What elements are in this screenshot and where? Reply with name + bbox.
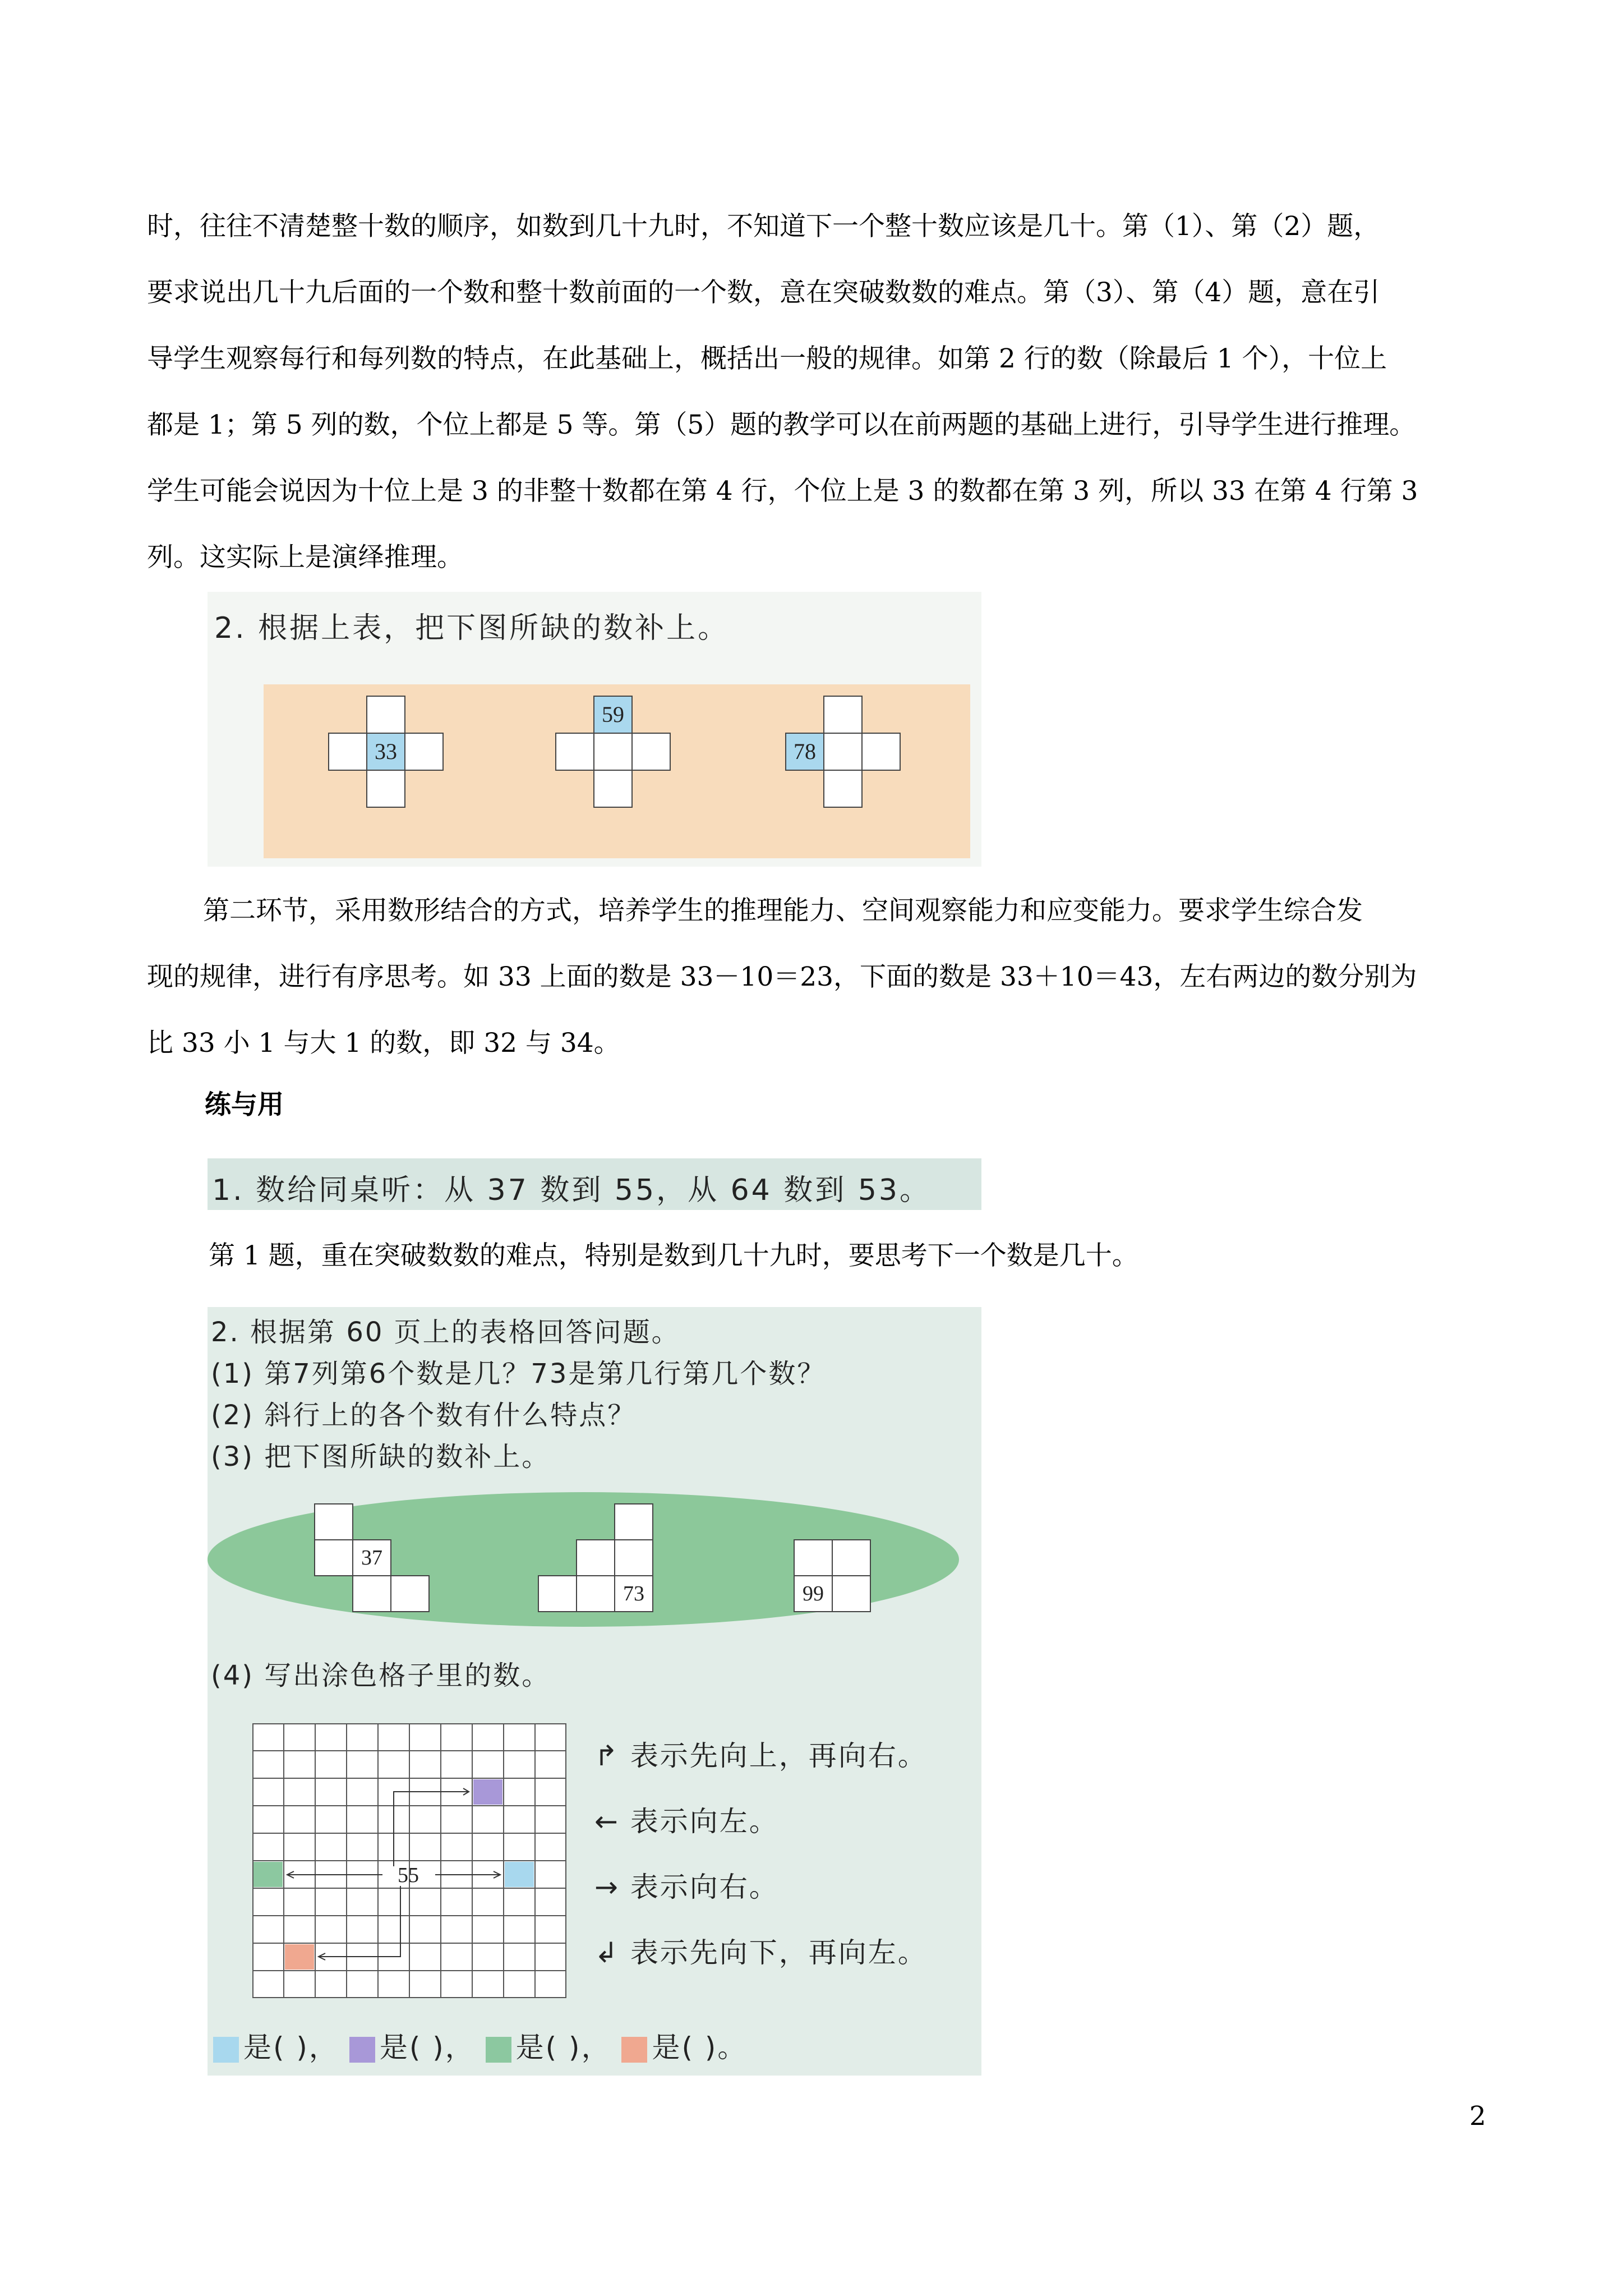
cell: [593, 770, 633, 808]
legend-left: [594, 1799, 779, 1839]
shape-cell: [832, 1539, 871, 1576]
exercise-2-title: 2. 根据第 60 页上的表格回答问题。: [211, 1317, 680, 1348]
grid-center-number: 55: [398, 1864, 419, 1887]
text-line: 现的规律，进行有序思考。如 33 上面的数是 33－10＝23，下面的数是 33＋10＝43，左右两边的数分别为: [147, 961, 1417, 992]
cell-number: 59: [593, 696, 633, 734]
figure-title: 2. 根据上表，把下图所缺的数补上。: [214, 611, 730, 645]
question-4: (4) 写出涂色格子里的数。: [211, 1660, 551, 1691]
exercise-1-strip: [208, 1158, 981, 1210]
paragraph-3: [147, 1223, 1487, 1289]
shape-cell-number: 37: [352, 1539, 391, 1576]
cell-number: 33: [366, 733, 405, 771]
answer-blank: 是( )，: [379, 2031, 475, 2064]
cell: [555, 733, 594, 771]
text-line: 列。这实际上是演绎推理。: [147, 542, 463, 573]
blue-swatch: [213, 2037, 239, 2063]
shape-cell: [390, 1575, 430, 1612]
cell: [823, 696, 863, 734]
arrows: [287, 1788, 500, 1960]
answer-blank: 是( )。: [652, 2031, 748, 2064]
orange-swatch: [621, 2037, 647, 2063]
exercise-1-text: 1. 数给同桌听：从 37 数到 55，从 64 数到 53。: [212, 1174, 931, 1207]
answer-blank: 是( )，: [243, 2031, 339, 2064]
shape-cell-number: 73: [614, 1575, 653, 1612]
shape-cell: [576, 1575, 615, 1612]
textbook-figure-crosses: [208, 592, 981, 867]
paragraph-2: [147, 878, 1487, 1076]
up-right-arrow-icon: ↱: [594, 1740, 620, 1772]
text-line: 时，往往不清楚整十数的顺序，如数到几十九时，不知道下一个整十数应该是几十。第（1）、第（2）题，: [147, 211, 1380, 242]
left-arrow-icon: ←: [594, 1805, 620, 1838]
shape-cell: [614, 1503, 653, 1540]
text-line: 比 33 小 1 与大 1 的数，即 32 与 34。: [147, 1028, 620, 1059]
shape-cell: [832, 1575, 871, 1612]
shape-cell: [314, 1539, 353, 1576]
page-number: 2: [1469, 2101, 1486, 2132]
cell: [823, 770, 863, 808]
right-arrow-icon: →: [594, 1871, 620, 1903]
cell: [328, 733, 367, 771]
answer-line: [213, 2025, 747, 2065]
legend-text: 表示向右。: [630, 1871, 779, 1903]
cell: [366, 696, 405, 734]
orange-cell: [285, 1944, 314, 1970]
shape-cell: [352, 1575, 391, 1612]
cell: [593, 733, 633, 771]
paragraph-1: [147, 194, 1487, 591]
legend-text: 表示向左。: [630, 1805, 779, 1838]
number-grid: [252, 1723, 566, 1998]
shape-cell: [614, 1539, 653, 1576]
shape-cell: [314, 1503, 353, 1540]
down-left-arrow-icon: ↲: [594, 1936, 620, 1969]
text-line: 都是 1；第 5 列的数，个位上都是 5 等。第（5）题的教学可以在前两题的基础上进行，引导学生进行推理。: [147, 409, 1416, 440]
legend-right: [594, 1865, 779, 1905]
shape-cell-number: 99: [794, 1575, 833, 1612]
green-swatch: [486, 2037, 511, 2063]
section-heading: 练与用: [205, 1089, 284, 1120]
purple-cell: [473, 1779, 502, 1805]
cell-number: 78: [785, 733, 824, 771]
purple-swatch: [349, 2037, 375, 2063]
legend-down-left: [594, 1930, 928, 1971]
cell: [631, 733, 671, 771]
cell: [404, 733, 444, 771]
shape-cell: [794, 1539, 833, 1576]
shape-cell: [538, 1575, 577, 1612]
grid-svg: [252, 1723, 566, 1998]
legend-text: 表示先向下，再向左。: [630, 1936, 928, 1969]
cell: [861, 733, 901, 771]
text-line: 第二环节，采用数形结合的方式，培养学生的推理能力、空间观察能力和应变能力。要求学生综合发: [203, 895, 1363, 926]
shape-cell: [576, 1539, 615, 1576]
cell: [366, 770, 405, 808]
question-1: (1) 第7列第6个数是几？73是第几行第几个数？: [211, 1358, 826, 1389]
text-line: 学生可能会说因为十位上是 3 的非整十数都在第 4 行，个位上是 3 的数都在第 3 列，所以 33 在第 4 行第 3: [147, 476, 1418, 507]
textbook-figure-exercise-2: [208, 1307, 981, 2076]
text-line: 要求说出几十九后面的一个数和整十数前面的一个数，意在突破数数的难点。第（3）、第（4）题，意在引: [147, 277, 1380, 308]
question-2: (2) 斜行上的各个数有什么特点？: [211, 1400, 637, 1431]
text-line: 第 1 题，重在突破数数的难点，特别是数到几十九时，要思考下一个数是几十。: [209, 1240, 1138, 1271]
cell: [823, 733, 863, 771]
text-line: 导学生观察每行和每列数的特点，在此基础上，概括出一般的规律。如第 2 行的数（除最后 1 个），十位上: [147, 343, 1387, 374]
green-cell: [253, 1862, 283, 1887]
legend-up-right: [594, 1733, 928, 1774]
answer-blank: 是( )，: [515, 2031, 611, 2064]
legend-text: 表示先向上，再向右。: [630, 1740, 928, 1772]
blue-cell: [505, 1862, 534, 1887]
question-3: (3) 把下图所缺的数补上。: [211, 1441, 551, 1473]
